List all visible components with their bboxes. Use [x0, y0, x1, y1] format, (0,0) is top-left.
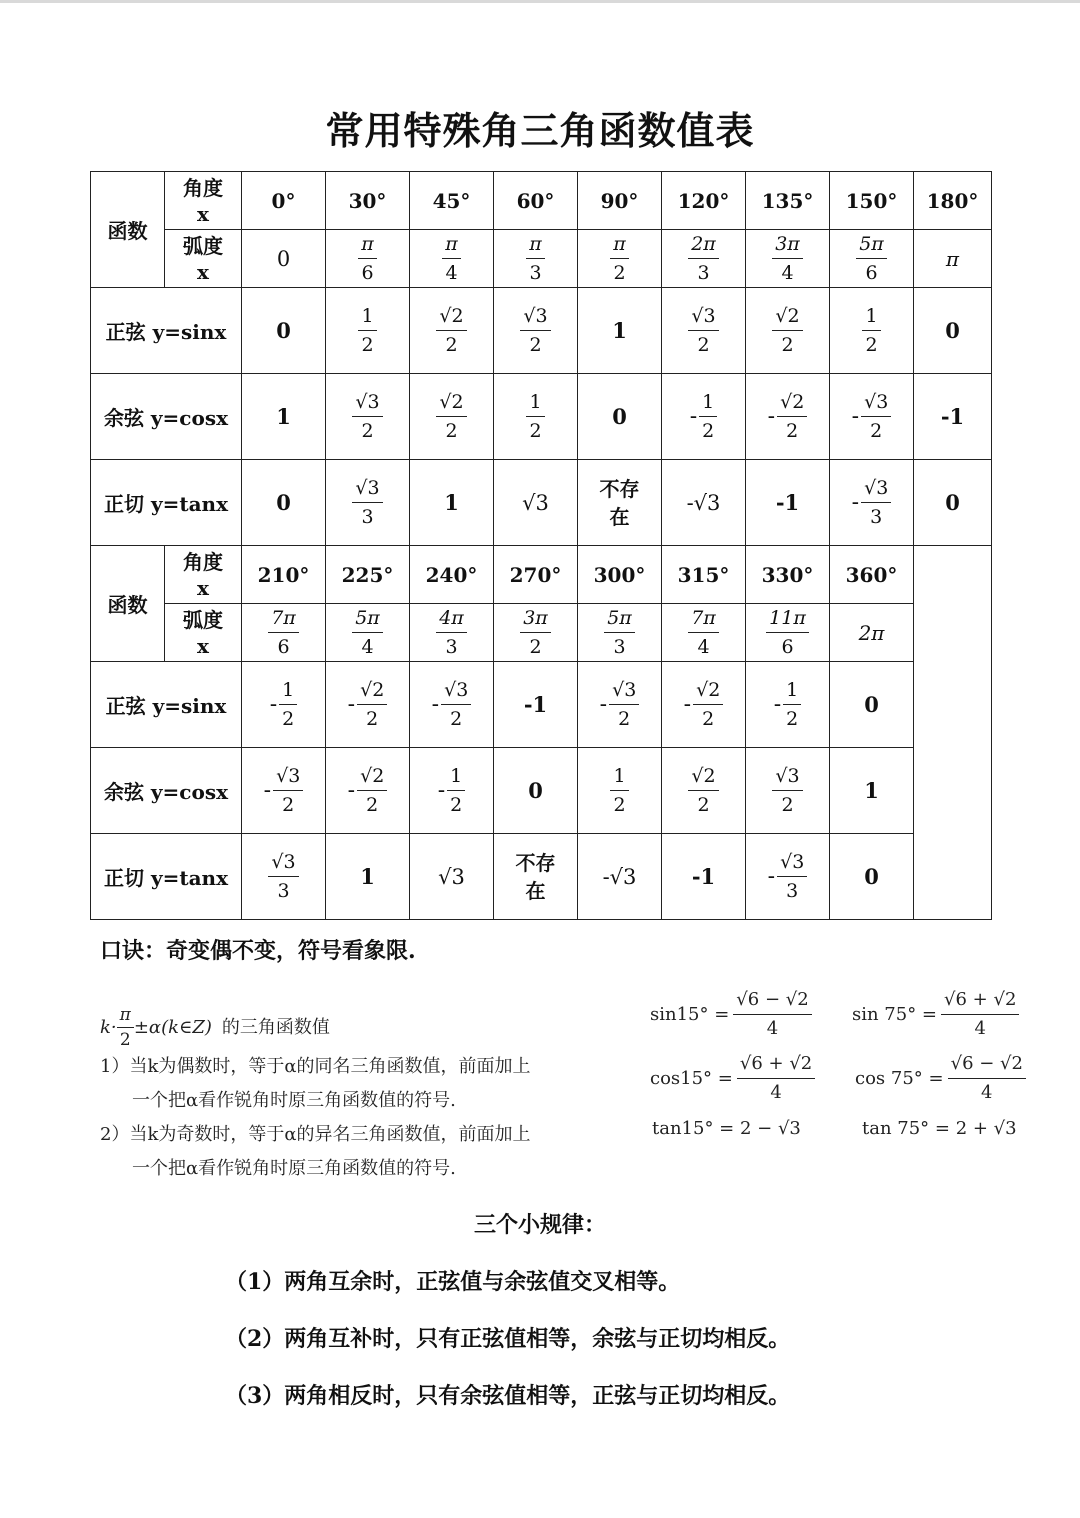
- angle-radian-cell: π: [914, 230, 992, 288]
- k-rule-2a: 2）当k为奇数时，等于α的异名三角函数值，前面加上: [100, 1124, 531, 1145]
- value-cell: 1: [830, 748, 914, 834]
- value-cell: $\frac{√2}{2}$: [410, 288, 494, 374]
- value-cell: - $\frac{√3}{2}$: [578, 662, 662, 748]
- radian-header-cell: 弧度 x: [165, 604, 242, 662]
- rule-2: （2）两角互补时，只有正弦值相等，余弦与正切均相反。: [225, 1326, 791, 1352]
- value-cell: 0: [242, 460, 326, 546]
- angle-radian-cell: $\frac{5\pi}{4}$: [326, 604, 410, 662]
- value-cell: 不存在: [578, 460, 662, 546]
- value-cell: -√3: [662, 460, 746, 546]
- value-cell: $\frac{1}{2}$: [578, 748, 662, 834]
- angle-radian-cell: $\frac{4\pi}{3}$: [410, 604, 494, 662]
- empty-filler-cell: [914, 546, 992, 920]
- k-rule-2b: 一个把α看作锐角时原三角函数值的符号.: [132, 1158, 456, 1179]
- value-cell: - $\frac{1}{2}$: [410, 748, 494, 834]
- value-cell: $\frac{√3}{2}$: [662, 288, 746, 374]
- angle-degree-cell: 210°: [242, 546, 326, 604]
- k-formula-text: 的三角函数值: [221, 1016, 330, 1038]
- function-header-cell: 函数: [91, 172, 165, 288]
- angle-degree-cell: 315°: [662, 546, 746, 604]
- cos15-formula: cos15° = $\frac{√6 + √2}{4}$: [650, 1052, 815, 1105]
- function-header-cell: 函数: [91, 546, 165, 662]
- k-formula-block: [100, 1005, 640, 1186]
- angle-radian-cell: $\frac{\pi}{4}$: [410, 230, 494, 288]
- angle-radian-cell: $\frac{3\pi}{2}$: [494, 604, 578, 662]
- k-formula-line: [100, 1005, 640, 1050]
- angle-radian-cell: $\frac{11\pi}{6}$: [746, 604, 830, 662]
- angle-radian-cell: $\frac{3\pi}{4}$: [746, 230, 830, 288]
- value-cell: $\frac{√3}{3}$: [242, 834, 326, 920]
- value-cell: -√3: [578, 834, 662, 920]
- angle-degree-cell: 0°: [242, 172, 326, 230]
- value-cell: 0: [914, 288, 992, 374]
- value-cell: -1: [914, 374, 992, 460]
- value-cell: - $\frac{√3}{3}$: [746, 834, 830, 920]
- value-cell: - $\frac{√3}{3}$: [830, 460, 914, 546]
- rule-1: （1）两角互余时，正弦值与余弦值交叉相等。: [225, 1269, 681, 1295]
- value-cell: 0: [242, 288, 326, 374]
- cos75-formula: cos 75° = $\frac{√6 - √2}{4}$: [855, 1052, 1026, 1105]
- sin75-formula: sin 75° = $\frac{√6 + √2}{4}$: [852, 988, 1019, 1041]
- value-cell: $\frac{√3}{2}$: [494, 288, 578, 374]
- value-cell: -1: [746, 460, 830, 546]
- value-cell: - $\frac{√3}{2}$: [410, 662, 494, 748]
- angle-degree-cell: 360°: [830, 546, 914, 604]
- angle-degree-cell: 330°: [746, 546, 830, 604]
- function-label-cell: 余弦 y=cosx: [91, 748, 242, 834]
- value-cell: 1: [242, 374, 326, 460]
- value-cell: - $\frac{√3}{2}$: [830, 374, 914, 460]
- k-formula-fraction: $\frac{\pi}{2}$: [117, 1005, 134, 1050]
- sin15-formula: sin15° = $\frac{√6 - √2}{4}$: [650, 988, 812, 1041]
- page-title: 常用特殊角三角函数值表: [325, 108, 755, 153]
- angle-radian-cell: $\frac{\pi}{3}$: [494, 230, 578, 288]
- angle-radian-cell: 0: [242, 230, 326, 288]
- sine-row: [91, 662, 992, 748]
- tan75-formula: tan 75° = 2 + √3: [862, 1118, 1017, 1139]
- value-cell: 0: [830, 834, 914, 920]
- angle-degree-cell: 60°: [494, 172, 578, 230]
- value-cell: $\frac{1}{2}$: [830, 288, 914, 374]
- value-cell: $\frac{√3}{2}$: [746, 748, 830, 834]
- value-cell: - $\frac{√2}{2}$: [662, 662, 746, 748]
- value-cell: $\frac{√2}{2}$: [746, 288, 830, 374]
- value-cell: - $\frac{1}{2}$: [662, 374, 746, 460]
- angle-radian-cell: $\frac{7\pi}{4}$: [662, 604, 746, 662]
- value-cell: 0: [578, 374, 662, 460]
- radian-header-cell: 弧度 x: [165, 230, 242, 288]
- value-cell: - $\frac{1}{2}$: [746, 662, 830, 748]
- value-cell: $\frac{1}{2}$: [494, 374, 578, 460]
- function-label-cell: 正切 y=tanx: [91, 834, 242, 920]
- tan15-formula: tan15° = 2 − √3: [652, 1118, 801, 1139]
- value-cell: - $\frac{√2}{2}$: [326, 662, 410, 748]
- value-cell: $\frac{√3}{2}$: [326, 374, 410, 460]
- value-cell: 0: [914, 460, 992, 546]
- value-cell: $\frac{√3}{3}$: [326, 460, 410, 546]
- tangent-row: [91, 834, 992, 920]
- k-formula-prefix: k·: [100, 1016, 117, 1038]
- angle-radian-cell: $\frac{2\pi}{3}$: [662, 230, 746, 288]
- value-cell: $\frac{1}{2}$: [326, 288, 410, 374]
- angle-degree-cell: 300°: [578, 546, 662, 604]
- angle-degree-cell: 150°: [830, 172, 914, 230]
- value-cell: $\frac{√2}{2}$: [410, 374, 494, 460]
- value-cell: -1: [494, 662, 578, 748]
- angle-degree-cell: 90°: [578, 172, 662, 230]
- cosine-row: [91, 374, 992, 460]
- value-cell: 1: [578, 288, 662, 374]
- value-cell: 0: [830, 662, 914, 748]
- angle-degree-cell: 270°: [494, 546, 578, 604]
- angle-header-cell: 角度 x: [165, 546, 242, 604]
- angle-radian-cell: $\frac{5\pi}{6}$: [830, 230, 914, 288]
- function-label-cell: 正弦 y=sinx: [91, 662, 242, 748]
- angle-radian-cell: $\frac{5\pi}{3}$: [578, 604, 662, 662]
- mnemonic-text: 口诀：奇变偶不变，符号看象限.: [100, 938, 416, 964]
- value-cell: √3: [494, 460, 578, 546]
- angle-degree-cell: 45°: [410, 172, 494, 230]
- value-cell: 1: [410, 460, 494, 546]
- rules-heading: 三个小规律：: [473, 1212, 606, 1238]
- function-label-cell: 余弦 y=cosx: [91, 374, 242, 460]
- k-formula-suffix: ±α(k∈Z): [133, 1016, 212, 1038]
- k-rule-1b: 一个把α看作锐角时原三角函数值的符号.: [132, 1090, 456, 1111]
- function-label-cell: 正弦 y=sinx: [91, 288, 242, 374]
- value-cell: 0: [494, 748, 578, 834]
- value-cell: $\frac{√2}{2}$: [662, 748, 746, 834]
- value-cell: √3: [410, 834, 494, 920]
- angle-degree-cell: 180°: [914, 172, 992, 230]
- value-cell: - $\frac{√3}{2}$: [242, 748, 326, 834]
- function-label-cell: 正切 y=tanx: [91, 460, 242, 546]
- value-cell: - $\frac{√2}{2}$: [746, 374, 830, 460]
- angle-radian-cell: 2π: [830, 604, 914, 662]
- angle-radian-cell: $\frac{7\pi}{6}$: [242, 604, 326, 662]
- cosine-row: [91, 748, 992, 834]
- angle-degree-cell: 135°: [746, 172, 830, 230]
- sine-row: [91, 288, 992, 374]
- angle-radian-cell: $\frac{\pi}{6}$: [326, 230, 410, 288]
- angle-header-cell: 角度 x: [165, 172, 242, 230]
- value-cell: 1: [326, 834, 410, 920]
- trig-value-table: [90, 171, 992, 920]
- angle-degree-cell: 240°: [410, 546, 494, 604]
- tangent-row: [91, 460, 992, 546]
- top-border-line: [0, 0, 1080, 3]
- angle-radian-cell: $\frac{\pi}{2}$: [578, 230, 662, 288]
- value-cell: -1: [662, 834, 746, 920]
- angle-degree-cell: 120°: [662, 172, 746, 230]
- angle-degree-cell: 30°: [326, 172, 410, 230]
- k-rule-1a: 1）当k为偶数时，等于α的同名三角函数值，前面加上: [100, 1056, 531, 1077]
- value-cell: - $\frac{√2}{2}$: [326, 748, 410, 834]
- angle-degree-cell: 225°: [326, 546, 410, 604]
- value-cell: 不存在: [494, 834, 578, 920]
- rule-3: （3）两角相反时，只有余弦值相等，正弦与正切均相反。: [225, 1383, 791, 1409]
- value-cell: - $\frac{1}{2}$: [242, 662, 326, 748]
